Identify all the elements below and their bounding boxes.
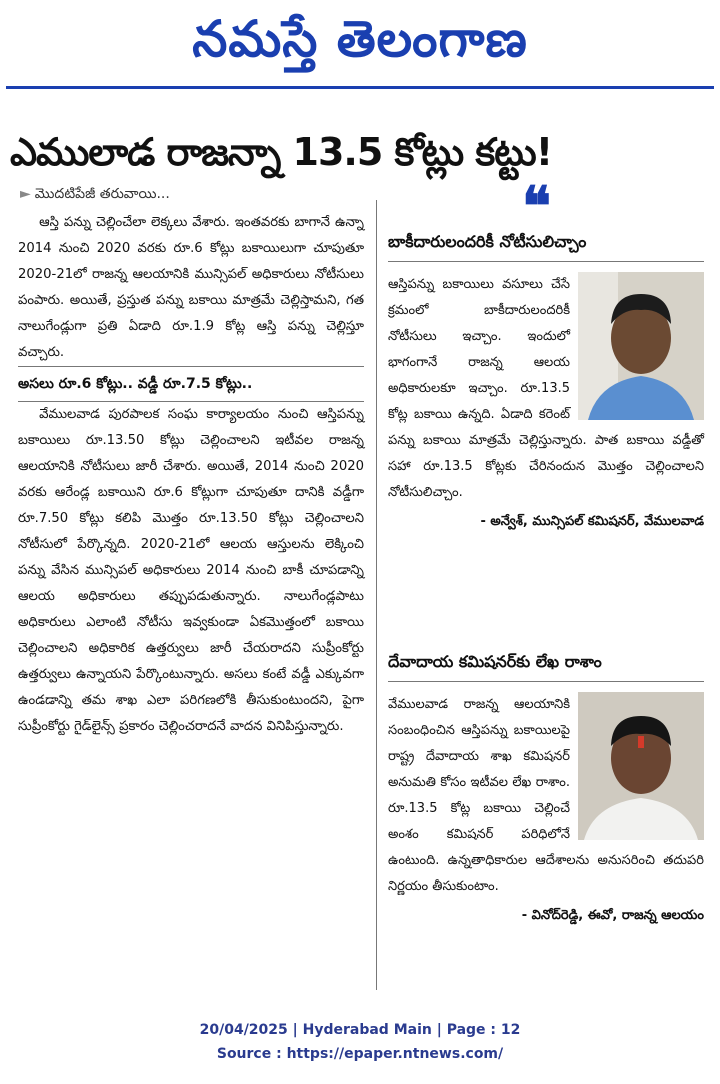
footer-date-page: 20/04/2025 | Hyderabad Main | Page : 12 (199, 1022, 521, 1038)
quote-box-byline: - అన్వేశ్, మున్సిపల్ కమిషనర్, వేములవాడ (480, 514, 704, 529)
masthead-title: నమస్తే తెలంగాణ (192, 9, 528, 68)
continued-label: మొదటిపేజీ తరువాయి... (34, 186, 170, 202)
column-divider (376, 200, 377, 990)
quote-box-heading: బాకీదారులందరికీ నోటీసులిచ్చాం (388, 232, 704, 262)
quote-icon: ❝ (522, 174, 552, 238)
headline: ఎములాడ రాజన్నా 13.5 కోట్లు కట్టు! (10, 130, 553, 174)
quote-box-commissioner (388, 232, 704, 532)
footer-source: Source : https://epaper.ntnews.com/ (216, 1046, 504, 1062)
article-subhead: అసలు రూ.6 కోట్లు.. వడ్డీ రూ.7.5 కోట్లు.. (18, 366, 364, 402)
quote-box-body (388, 692, 704, 900)
article-body (18, 210, 364, 740)
person-photo-icon (578, 692, 704, 840)
quote-box-body (388, 272, 704, 506)
quote-box-eo (388, 652, 704, 926)
continued-from-front (20, 186, 170, 205)
article-paragraph-2: వేములవాడ పురపాలక సంఘ కార్యాలయం నుంచి ఆస్తిపన్ను బకాయిలు రూ.13.50 కోట్లు చెల్లించాలని ఇటీవల రాజన్న ఆలయానికి నోటీసులు జారీ చేశారు. అయితే, 2014 నుంచి 2020 వరకు ఆరేండ్ల బకాయిని రూ.6 కోట్లుగా చూపుతూ దానికి వడ్డీగా రూ.7.50 కోట్లు కలిపి మొత్తం రూ.13.50 కోట్లు చెల్లించాలని నోటీసులో పేర్కొన్నది. 2020-21లో ఆలయ ఆస్తులను లెక్కించి పన్ను వేసిన మున్సిపల్ అధికారులు 2014 నుంచి బాకీ చూపడాన్ని ఆలయ అధికారులు తప్పుపడుతున్నారు. నాలుగేండ్లపాటు అధికారులు ఎలాంటి నోటీసు ఇవ్వకుండా ఏకమొత్తంలో బకాయి చెల్లించాలని అధికారిక ఉత్తర్వులు జారీ చేయరాదని సుప్రీంకోర్టు ఉత్తర్వులు ఉన్నాయని పేర్కొంటున్నారు. అసలు కంటే వడ్డీ ఎక్కువగా ఉండడాన్ని తమ శాఖ ఎలా పరిగణలోకి తీసుకుంటుందని, పైగా సుప్రీంకోర్టు గైడ్‌లైన్స్ ప్రకారం చెల్లించరాదనే వాదన వినిపిస్తున్నారు. (18, 407, 364, 734)
quote-box-heading: దేవాదాయ కమిషనర్‌కు లేఖ రాశాం (388, 652, 704, 682)
commissioner-photo (578, 272, 704, 420)
person-photo-icon (578, 272, 704, 420)
arrow-icon: ► (20, 186, 31, 202)
masthead (0, 0, 720, 78)
eo-photo (578, 692, 704, 840)
quote-box-text: వేములవాడ రాజన్న ఆలయానికి సంబంధించిన ఆస్తిపన్ను బకాయిలపై రాష్ట్ర దేవాదాయ శాఖ కమిషనర్ అనుమతి కోసం ఇటీవల లేఖ రాశాం. రూ.13.5 కోట్ల బకాయి చెల్లించే అంశం కమిషనర్ పరిధిలోనే ఉంటుంది. ఉన్నతాధికారుల ఆదేశాలను అనుసరించి తదుపరి నిర్ణయం తీసుకుంటాం. (388, 697, 704, 894)
quote-box-text: ఆస్తిపన్ను బకాయిలు వసూలు చేసే క్రమంలో బాకీదారులందరికీ నోటీసులు ఇచ్చాం. ఇందులో భాగంగానే రాజన్న ఆలయ అధికారులకూ ఇచ్చాం. రూ.13.5 కోట్ల బకాయి ఉన్నది. ఏడాది కరెంట్ పన్ను బకాయి మాత్రమే చెల్లిస్తున్నారు. పాత బకాయి వడ్డీతో సహా రూ.13.5 కోట్లకు చేరినందున మొత్తం చెల్లించాలని నోటీసులిచ్చాం. (388, 277, 704, 500)
masthead-rule (6, 86, 714, 89)
quote-box-byline: - వినోద్‌రెడ్డి, ఈవో, రాజన్న ఆలయం (521, 908, 704, 923)
article-paragraph-1: ఆస్తి పన్ను చెల్లించేలా లెక్కలు వేశారు. ఇంతవరకు బాగానే ఉన్నా 2014 నుంచి 2020 వరకు రూ.6 కోట్లు బకాయిలుగా చూపుతూ 2020-21లో రాజన్న ఆలయానికి మున్సిపల్ అధికారులు నోటీసులు పంపారు. అయితే, ప్రస్తుత పన్ను బకాయి మాత్రమే చెల్లిస్తామని, గత నాలుగేండ్లుగా ప్రతి ఏడాది రూ.1.9 కోట్ల ఆస్తి పన్ను చెల్లిస్తూ వచ్చారు. (18, 215, 364, 360)
